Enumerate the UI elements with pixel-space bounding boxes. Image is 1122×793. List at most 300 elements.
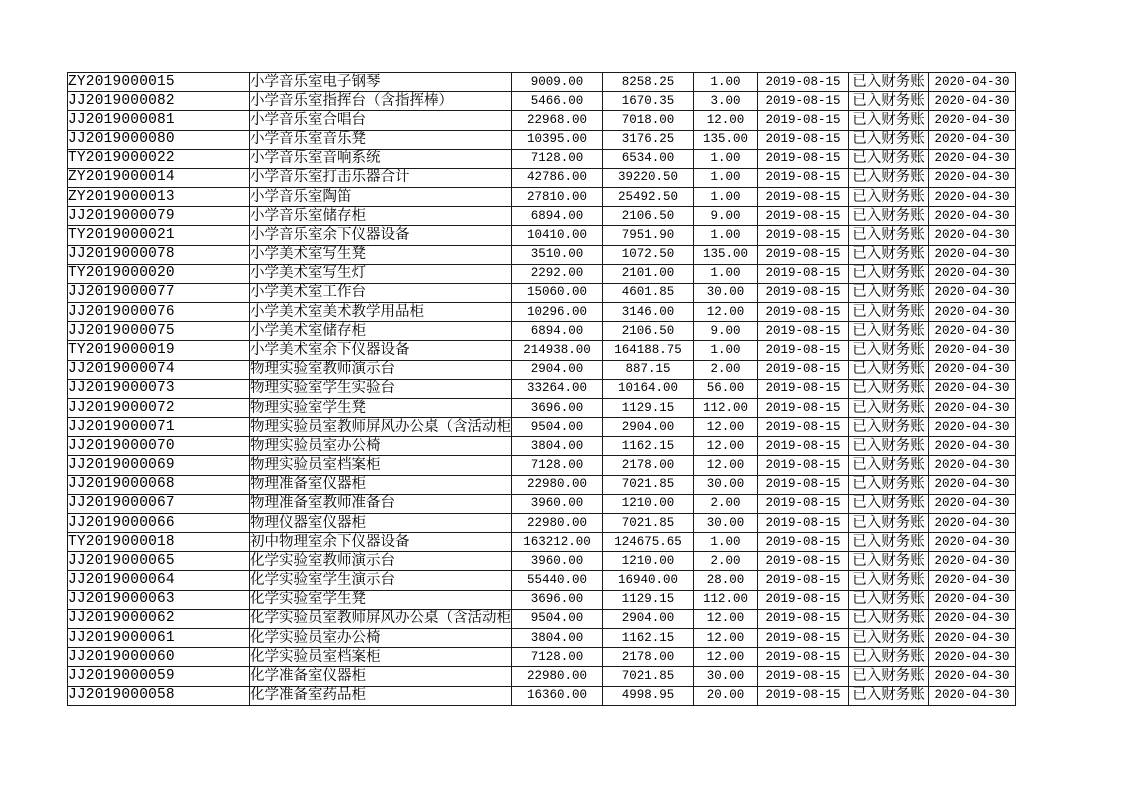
net-value-cell: 1210.00	[603, 494, 694, 513]
acquired-date-cell: 2019-08-15	[758, 226, 849, 245]
table-row	[68, 226, 1016, 245]
asset-code-cell: JJ2019000064	[68, 571, 250, 590]
asset-code-cell: ZY2019000014	[68, 168, 250, 187]
record-date-cell: 2020-04-30	[929, 245, 1016, 264]
table-row	[68, 648, 1016, 667]
acquired-date-cell: 2019-08-15	[758, 379, 849, 398]
quantity-cell: 12.00	[694, 303, 758, 322]
quantity-cell: 1.00	[694, 149, 758, 168]
original-value-cell: 22980.00	[512, 513, 603, 532]
asset-code-cell: JJ2019000058	[68, 686, 250, 705]
status-cell: 已入财务账	[849, 92, 929, 111]
net-value-cell: 7021.85	[603, 475, 694, 494]
status-cell: 已入财务账	[849, 130, 929, 149]
table-row	[68, 494, 1016, 513]
original-value-cell: 6894.00	[512, 322, 603, 341]
record-date-cell: 2020-04-30	[929, 494, 1016, 513]
status-cell: 已入财务账	[849, 303, 929, 322]
asset-name-cell: 小学美术室写生灯	[250, 264, 512, 283]
asset-name-cell: 小学音乐室储存柜	[250, 207, 512, 226]
quantity-cell: 112.00	[694, 590, 758, 609]
record-date-cell: 2020-04-30	[929, 628, 1016, 647]
asset-name-cell: 物理准备室仪器柜	[250, 475, 512, 494]
original-value-cell: 22980.00	[512, 475, 603, 494]
acquired-date-cell: 2019-08-15	[758, 303, 849, 322]
table-row	[68, 264, 1016, 283]
asset-code-cell: JJ2019000070	[68, 437, 250, 456]
net-value-cell: 25492.50	[603, 188, 694, 207]
original-value-cell: 10296.00	[512, 303, 603, 322]
net-value-cell: 1162.15	[603, 628, 694, 647]
record-date-cell: 2020-04-30	[929, 456, 1016, 475]
original-value-cell: 7128.00	[512, 149, 603, 168]
asset-name-cell: 小学美术室余下仪器设备	[250, 341, 512, 360]
record-date-cell: 2020-04-30	[929, 379, 1016, 398]
original-value-cell: 55440.00	[512, 571, 603, 590]
record-date-cell: 2020-04-30	[929, 533, 1016, 552]
net-value-cell: 10164.00	[603, 379, 694, 398]
quantity-cell: 12.00	[694, 628, 758, 647]
net-value-cell: 4601.85	[603, 283, 694, 302]
status-cell: 已入财务账	[849, 264, 929, 283]
asset-name-cell: 物理实验员室办公椅	[250, 437, 512, 456]
quantity-cell: 1.00	[694, 226, 758, 245]
net-value-cell: 3176.25	[603, 130, 694, 149]
status-cell: 已入财务账	[849, 226, 929, 245]
original-value-cell: 3804.00	[512, 437, 603, 456]
table-row	[68, 571, 1016, 590]
table-row	[68, 552, 1016, 571]
asset-name-cell: 物理实验室学生凳	[250, 398, 512, 417]
net-value-cell: 3146.00	[603, 303, 694, 322]
status-cell: 已入财务账	[849, 648, 929, 667]
original-value-cell: 9504.00	[512, 609, 603, 628]
quantity-cell: 12.00	[694, 648, 758, 667]
quantity-cell: 30.00	[694, 283, 758, 302]
quantity-cell: 1.00	[694, 264, 758, 283]
quantity-cell: 20.00	[694, 686, 758, 705]
status-cell: 已入财务账	[849, 418, 929, 437]
acquired-date-cell: 2019-08-15	[758, 283, 849, 302]
asset-name-cell: 小学音乐室指挥台（含指挥棒）	[250, 92, 512, 111]
acquired-date-cell: 2019-08-15	[758, 322, 849, 341]
net-value-cell: 7951.90	[603, 226, 694, 245]
asset-code-cell: TY2019000019	[68, 341, 250, 360]
quantity-cell: 12.00	[694, 609, 758, 628]
acquired-date-cell: 2019-08-15	[758, 92, 849, 111]
asset-code-cell: JJ2019000079	[68, 207, 250, 226]
net-value-cell: 7021.85	[603, 513, 694, 532]
original-value-cell: 22980.00	[512, 667, 603, 686]
status-cell: 已入财务账	[849, 686, 929, 705]
original-value-cell: 6894.00	[512, 207, 603, 226]
acquired-date-cell: 2019-08-15	[758, 648, 849, 667]
status-cell: 已入财务账	[849, 475, 929, 494]
asset-name-cell: 化学实验员室教师屏风办公桌（含活动柜	[250, 609, 512, 628]
table-row	[68, 475, 1016, 494]
original-value-cell: 7128.00	[512, 456, 603, 475]
asset-name-cell: 小学美术室写生凳	[250, 245, 512, 264]
net-value-cell: 2106.50	[603, 322, 694, 341]
status-cell: 已入财务账	[849, 628, 929, 647]
table-row	[68, 590, 1016, 609]
table-row	[68, 207, 1016, 226]
record-date-cell: 2020-04-30	[929, 322, 1016, 341]
status-cell: 已入财务账	[849, 379, 929, 398]
asset-code-cell: JJ2019000071	[68, 418, 250, 437]
record-date-cell: 2020-04-30	[929, 303, 1016, 322]
asset-code-cell: ZY2019000013	[68, 188, 250, 207]
quantity-cell: 30.00	[694, 513, 758, 532]
status-cell: 已入财务账	[849, 207, 929, 226]
asset-name-cell: 初中物理室余下仪器设备	[250, 533, 512, 552]
acquired-date-cell: 2019-08-15	[758, 686, 849, 705]
asset-name-cell: 化学实验室教师演示台	[250, 552, 512, 571]
asset-code-cell: JJ2019000059	[68, 667, 250, 686]
asset-name-cell: 小学美术室美术教学用品柜	[250, 303, 512, 322]
asset-name-cell: 小学音乐室音响系统	[250, 149, 512, 168]
quantity-cell: 1.00	[694, 73, 758, 92]
original-value-cell: 3510.00	[512, 245, 603, 264]
quantity-cell: 1.00	[694, 188, 758, 207]
net-value-cell: 7018.00	[603, 111, 694, 130]
table-row	[68, 667, 1016, 686]
original-value-cell: 27810.00	[512, 188, 603, 207]
status-cell: 已入财务账	[849, 283, 929, 302]
quantity-cell: 12.00	[694, 111, 758, 130]
original-value-cell: 10395.00	[512, 130, 603, 149]
quantity-cell: 135.00	[694, 245, 758, 264]
quantity-cell: 3.00	[694, 92, 758, 111]
quantity-cell: 30.00	[694, 475, 758, 494]
original-value-cell: 214938.00	[512, 341, 603, 360]
asset-name-cell: 物理实验员室教师屏风办公桌（含活动柜	[250, 418, 512, 437]
net-value-cell: 164188.75	[603, 341, 694, 360]
original-value-cell: 3960.00	[512, 494, 603, 513]
original-value-cell: 10410.00	[512, 226, 603, 245]
table-row	[68, 111, 1016, 130]
status-cell: 已入财务账	[849, 245, 929, 264]
record-date-cell: 2020-04-30	[929, 360, 1016, 379]
quantity-cell: 1.00	[694, 168, 758, 187]
status-cell: 已入财务账	[849, 149, 929, 168]
asset-register-table	[67, 72, 1016, 706]
table-row	[68, 130, 1016, 149]
record-date-cell: 2020-04-30	[929, 341, 1016, 360]
asset-name-cell: 化学准备室药品柜	[250, 686, 512, 705]
record-date-cell: 2020-04-30	[929, 188, 1016, 207]
quantity-cell: 112.00	[694, 398, 758, 417]
asset-code-cell: JJ2019000074	[68, 360, 250, 379]
original-value-cell: 163212.00	[512, 533, 603, 552]
record-date-cell: 2020-04-30	[929, 149, 1016, 168]
table-row	[68, 245, 1016, 264]
status-cell: 已入财务账	[849, 322, 929, 341]
status-cell: 已入财务账	[849, 552, 929, 571]
asset-name-cell: 化学实验员室办公椅	[250, 628, 512, 647]
quantity-cell: 2.00	[694, 552, 758, 571]
acquired-date-cell: 2019-08-15	[758, 456, 849, 475]
original-value-cell: 9504.00	[512, 418, 603, 437]
acquired-date-cell: 2019-08-15	[758, 207, 849, 226]
status-cell: 已入财务账	[849, 398, 929, 417]
table-row	[68, 418, 1016, 437]
quantity-cell: 12.00	[694, 437, 758, 456]
record-date-cell: 2020-04-30	[929, 283, 1016, 302]
record-date-cell: 2020-04-30	[929, 513, 1016, 532]
table-row	[68, 513, 1016, 532]
original-value-cell: 9009.00	[512, 73, 603, 92]
net-value-cell: 1162.15	[603, 437, 694, 456]
asset-code-cell: JJ2019000082	[68, 92, 250, 111]
quantity-cell: 2.00	[694, 360, 758, 379]
asset-name-cell: 小学音乐室电子钢琴	[250, 73, 512, 92]
net-value-cell: 2904.00	[603, 418, 694, 437]
original-value-cell: 33264.00	[512, 379, 603, 398]
asset-code-cell: JJ2019000063	[68, 590, 250, 609]
record-date-cell: 2020-04-30	[929, 398, 1016, 417]
table-row	[68, 437, 1016, 456]
net-value-cell: 1210.00	[603, 552, 694, 571]
acquired-date-cell: 2019-08-15	[758, 475, 849, 494]
acquired-date-cell: 2019-08-15	[758, 552, 849, 571]
net-value-cell: 7021.85	[603, 667, 694, 686]
acquired-date-cell: 2019-08-15	[758, 513, 849, 532]
record-date-cell: 2020-04-30	[929, 130, 1016, 149]
net-value-cell: 887.15	[603, 360, 694, 379]
asset-name-cell: 小学音乐室打击乐器合计	[250, 168, 512, 187]
asset-code-cell: JJ2019000078	[68, 245, 250, 264]
original-value-cell: 2904.00	[512, 360, 603, 379]
net-value-cell: 2101.00	[603, 264, 694, 283]
record-date-cell: 2020-04-30	[929, 92, 1016, 111]
acquired-date-cell: 2019-08-15	[758, 111, 849, 130]
record-date-cell: 2020-04-30	[929, 418, 1016, 437]
asset-code-cell: TY2019000018	[68, 533, 250, 552]
table-row	[68, 149, 1016, 168]
acquired-date-cell: 2019-08-15	[758, 73, 849, 92]
asset-name-cell: 小学美术室储存柜	[250, 322, 512, 341]
record-date-cell: 2020-04-30	[929, 609, 1016, 628]
quantity-cell: 56.00	[694, 379, 758, 398]
asset-name-cell: 化学实验室学生凳	[250, 590, 512, 609]
asset-code-cell: JJ2019000076	[68, 303, 250, 322]
quantity-cell: 28.00	[694, 571, 758, 590]
table-row	[68, 73, 1016, 92]
acquired-date-cell: 2019-08-15	[758, 609, 849, 628]
net-value-cell: 1129.15	[603, 590, 694, 609]
original-value-cell: 2292.00	[512, 264, 603, 283]
record-date-cell: 2020-04-30	[929, 73, 1016, 92]
net-value-cell: 1072.50	[603, 245, 694, 264]
net-value-cell: 39220.50	[603, 168, 694, 187]
asset-name-cell: 物理准备室教师准备台	[250, 494, 512, 513]
acquired-date-cell: 2019-08-15	[758, 590, 849, 609]
table-row	[68, 609, 1016, 628]
asset-code-cell: JJ2019000061	[68, 628, 250, 647]
net-value-cell: 6534.00	[603, 149, 694, 168]
table-row	[68, 379, 1016, 398]
asset-name-cell: 物理实验员室档案柜	[250, 456, 512, 475]
acquired-date-cell: 2019-08-15	[758, 188, 849, 207]
status-cell: 已入财务账	[849, 73, 929, 92]
acquired-date-cell: 2019-08-15	[758, 264, 849, 283]
record-date-cell: 2020-04-30	[929, 168, 1016, 187]
quantity-cell: 30.00	[694, 667, 758, 686]
asset-name-cell: 小学音乐室余下仪器设备	[250, 226, 512, 245]
acquired-date-cell: 2019-08-15	[758, 628, 849, 647]
original-value-cell: 22968.00	[512, 111, 603, 130]
asset-code-cell: JJ2019000081	[68, 111, 250, 130]
asset-name-cell: 物理仪器室仪器柜	[250, 513, 512, 532]
acquired-date-cell: 2019-08-15	[758, 571, 849, 590]
acquired-date-cell: 2019-08-15	[758, 360, 849, 379]
asset-code-cell: JJ2019000077	[68, 283, 250, 302]
table-row	[68, 628, 1016, 647]
original-value-cell: 3804.00	[512, 628, 603, 647]
quantity-cell: 12.00	[694, 418, 758, 437]
acquired-date-cell: 2019-08-15	[758, 437, 849, 456]
asset-code-cell: JJ2019000069	[68, 456, 250, 475]
acquired-date-cell: 2019-08-15	[758, 149, 849, 168]
original-value-cell: 42786.00	[512, 168, 603, 187]
original-value-cell: 15060.00	[512, 283, 603, 302]
table-row	[68, 398, 1016, 417]
original-value-cell: 3696.00	[512, 590, 603, 609]
asset-name-cell: 小学音乐室合唱台	[250, 111, 512, 130]
record-date-cell: 2020-04-30	[929, 111, 1016, 130]
asset-code-cell: JJ2019000072	[68, 398, 250, 417]
status-cell: 已入财务账	[849, 533, 929, 552]
record-date-cell: 2020-04-30	[929, 552, 1016, 571]
acquired-date-cell: 2019-08-15	[758, 168, 849, 187]
asset-table-body	[68, 73, 1016, 706]
status-cell: 已入财务账	[849, 590, 929, 609]
status-cell: 已入财务账	[849, 360, 929, 379]
asset-code-cell: TY2019000022	[68, 149, 250, 168]
acquired-date-cell: 2019-08-15	[758, 398, 849, 417]
net-value-cell: 2178.00	[603, 648, 694, 667]
table-row	[68, 188, 1016, 207]
asset-name-cell: 化学实验员室档案柜	[250, 648, 512, 667]
status-cell: 已入财务账	[849, 111, 929, 130]
quantity-cell: 1.00	[694, 533, 758, 552]
record-date-cell: 2020-04-30	[929, 571, 1016, 590]
table-row	[68, 533, 1016, 552]
record-date-cell: 2020-04-30	[929, 226, 1016, 245]
asset-name-cell: 化学准备室仪器柜	[250, 667, 512, 686]
asset-code-cell: JJ2019000068	[68, 475, 250, 494]
original-value-cell: 7128.00	[512, 648, 603, 667]
record-date-cell: 2020-04-30	[929, 667, 1016, 686]
table-row	[68, 341, 1016, 360]
acquired-date-cell: 2019-08-15	[758, 533, 849, 552]
acquired-date-cell: 2019-08-15	[758, 418, 849, 437]
asset-code-cell: JJ2019000060	[68, 648, 250, 667]
status-cell: 已入财务账	[849, 456, 929, 475]
original-value-cell: 5466.00	[512, 92, 603, 111]
asset-code-cell: TY2019000020	[68, 264, 250, 283]
net-value-cell: 16940.00	[603, 571, 694, 590]
table-row	[68, 168, 1016, 187]
acquired-date-cell: 2019-08-15	[758, 494, 849, 513]
net-value-cell: 124675.65	[603, 533, 694, 552]
table-row	[68, 283, 1016, 302]
table-row	[68, 92, 1016, 111]
asset-code-cell: ZY2019000015	[68, 73, 250, 92]
asset-code-cell: TY2019000021	[68, 226, 250, 245]
asset-name-cell: 小学美术室工作台	[250, 283, 512, 302]
record-date-cell: 2020-04-30	[929, 264, 1016, 283]
quantity-cell: 12.00	[694, 456, 758, 475]
status-cell: 已入财务账	[849, 188, 929, 207]
net-value-cell: 2106.50	[603, 207, 694, 226]
net-value-cell: 1129.15	[603, 398, 694, 417]
quantity-cell: 9.00	[694, 322, 758, 341]
asset-code-cell: JJ2019000073	[68, 379, 250, 398]
original-value-cell: 3696.00	[512, 398, 603, 417]
net-value-cell: 4998.95	[603, 686, 694, 705]
record-date-cell: 2020-04-30	[929, 207, 1016, 226]
status-cell: 已入财务账	[849, 609, 929, 628]
quantity-cell: 9.00	[694, 207, 758, 226]
asset-code-cell: JJ2019000065	[68, 552, 250, 571]
table-row	[68, 322, 1016, 341]
table-row	[68, 686, 1016, 705]
asset-code-cell: JJ2019000066	[68, 513, 250, 532]
asset-code-cell: JJ2019000062	[68, 609, 250, 628]
asset-name-cell: 物理实验室学生实验台	[250, 379, 512, 398]
record-date-cell: 2020-04-30	[929, 686, 1016, 705]
acquired-date-cell: 2019-08-15	[758, 245, 849, 264]
status-cell: 已入财务账	[849, 667, 929, 686]
asset-name-cell: 化学实验室学生演示台	[250, 571, 512, 590]
original-value-cell: 16360.00	[512, 686, 603, 705]
table-row	[68, 360, 1016, 379]
acquired-date-cell: 2019-08-15	[758, 341, 849, 360]
original-value-cell: 3960.00	[512, 552, 603, 571]
asset-name-cell: 小学音乐室音乐凳	[250, 130, 512, 149]
asset-name-cell: 物理实验室教师演示台	[250, 360, 512, 379]
acquired-date-cell: 2019-08-15	[758, 130, 849, 149]
net-value-cell: 1670.35	[603, 92, 694, 111]
record-date-cell: 2020-04-30	[929, 475, 1016, 494]
asset-code-cell: JJ2019000075	[68, 322, 250, 341]
quantity-cell: 2.00	[694, 494, 758, 513]
net-value-cell: 2178.00	[603, 456, 694, 475]
quantity-cell: 135.00	[694, 130, 758, 149]
record-date-cell: 2020-04-30	[929, 437, 1016, 456]
net-value-cell: 2904.00	[603, 609, 694, 628]
status-cell: 已入财务账	[849, 341, 929, 360]
asset-name-cell: 小学音乐室陶笛	[250, 188, 512, 207]
asset-code-cell: JJ2019000067	[68, 494, 250, 513]
status-cell: 已入财务账	[849, 513, 929, 532]
quantity-cell: 1.00	[694, 341, 758, 360]
acquired-date-cell: 2019-08-15	[758, 667, 849, 686]
asset-code-cell: JJ2019000080	[68, 130, 250, 149]
record-date-cell: 2020-04-30	[929, 590, 1016, 609]
net-value-cell: 8258.25	[603, 73, 694, 92]
status-cell: 已入财务账	[849, 168, 929, 187]
table-row	[68, 456, 1016, 475]
status-cell: 已入财务账	[849, 437, 929, 456]
table-row	[68, 303, 1016, 322]
record-date-cell: 2020-04-30	[929, 648, 1016, 667]
status-cell: 已入财务账	[849, 494, 929, 513]
asset-register-sheet	[67, 72, 1015, 706]
status-cell: 已入财务账	[849, 571, 929, 590]
